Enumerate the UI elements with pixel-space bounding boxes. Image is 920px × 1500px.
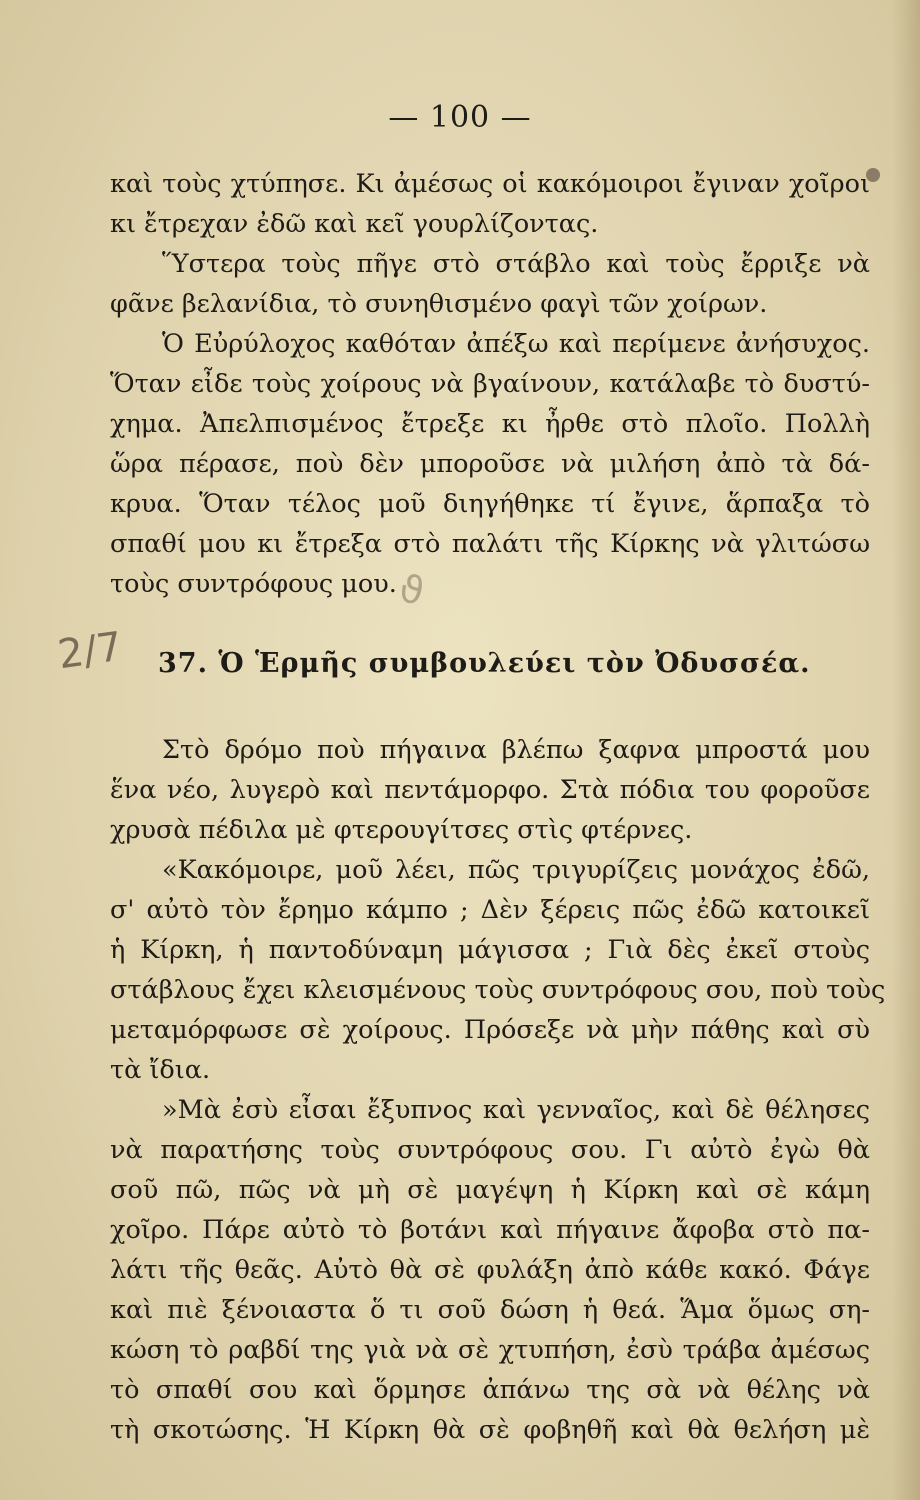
text-line: καὶ τοὺς χτύπησε. Κι ἀμέσως οἱ κακόμοιροι ἔγιναν χοῖροι	[110, 169, 870, 199]
text-line: κώση τὸ ραβδί της γιὰ νὰ σὲ χτυπήση, ἐσὺ τράβα ἀμέσως	[110, 1335, 870, 1365]
text-line: σοῦ πῶ, πῶς νὰ μὴ σὲ μαγέψη ἡ Κίρκη καὶ σὲ κάμη	[110, 1175, 870, 1205]
paragraph-1	[110, 164, 870, 604]
pencil-mark: ϑ	[395, 566, 428, 614]
text-line: κι ἔτρεχαν ἐδῶ καὶ κεῖ γουρλίζοντας.	[110, 209, 599, 239]
text-line: «Κακόμοιρε, μοῦ λέει, πῶς τριγυρίζεις μονάχος ἐδῶ,	[162, 855, 870, 885]
text-line: σ' αὐτὸ τὸν ἔρημο κάμπο ; Δὲν ξέρεις πῶς ἐδῶ κατοικεῖ	[110, 895, 870, 925]
text-line: νὰ παρατήσης τοὺς συντρόφους σου. Γι αὐτὸ ἐγὼ θὰ	[110, 1135, 870, 1165]
text-line: τὰ ἴδια.	[110, 1055, 211, 1085]
text-line: τὴ σκοτώσης. Ἡ Κίρκη θὰ σὲ φοβηθῆ καὶ θὰ θελήση μὲ	[110, 1415, 870, 1445]
text-line: τὸ σπαθί σου καὶ ὅρμησε ἀπάνω της σὰ νὰ θέλης νὰ	[110, 1375, 870, 1405]
paragraph-2	[110, 730, 886, 1450]
page-edge-shadow	[892, 0, 920, 1500]
text-line: μεταμόρφωσε σὲ χοίρους. Πρόσεξε νὰ μὴν πάθης καὶ σὺ	[110, 1015, 870, 1045]
text-line: »Μὰ ἐσὺ εἶσαι ἔξυπνος καὶ γενναῖος, καὶ δὲ θέλησες	[162, 1095, 870, 1125]
text-line: Στὸ δρόμο ποὺ πήγαινα βλέπω ξαφνα μπροστά μου	[162, 735, 870, 765]
text-line: κρυα. Ὅταν τέλος μοῦ διηγήθηκε τί ἔγινε, ἅρπαξα τὸ	[110, 489, 870, 519]
text-line: ἕνα νέο, λυγερὸ καὶ πεντάμορφο. Στὰ πόδια του φοροῦσε	[110, 775, 870, 805]
text-line: τοὺς συντρόφους μου.	[110, 569, 397, 599]
text-line: καὶ πιὲ ξένοιαστα ὅ τι σοῦ δώση ἡ θεά. Ἅμα ὅμως ση-	[110, 1295, 870, 1325]
text-line: ἡ Κίρκη, ἡ παντοδύναμη μάγισσα ; Γιὰ δὲς ἐκεῖ στοὺς	[110, 935, 870, 965]
text-line: Ὕστερα τοὺς πῆγε στὸ στάβλο καὶ τοὺς ἔρριξε νὰ	[162, 249, 870, 279]
text-line: σπαθί μου κι ἔτρεξα στὸ παλάτι τῆς Κίρκης νὰ γλιτώσω	[110, 529, 870, 559]
margin-note: 2/7	[55, 623, 126, 679]
text-line: ὥρα πέρασε, ποὺ δὲν μποροῦσε νὰ μιλήση ἀπὸ τὰ δά-	[110, 449, 870, 479]
text-line: χημα. Ἀπελπισμένος ἔτρεξε κι ἦρθε στὸ πλοῖο. Πολλὴ	[110, 409, 870, 439]
page-number: — 100 —	[388, 100, 532, 135]
section-heading: 37. Ὁ Ἑρμῆς συμβουλεύει τὸν Ὀδυσσέα.	[158, 648, 811, 679]
text-line: Ὅταν εἶδε τοὺς χοίρους νὰ βγαίνουν, κατάλαβε τὸ δυστύ-	[110, 369, 870, 399]
text-line: στάβλους ἔχει κλεισμένους τοὺς συντρόφους σου, ποὺ τοὺς	[110, 975, 886, 1005]
text-line: χρυσὰ πέδιλα μὲ φτερουγίτσες στὶς φτέρνες.	[110, 815, 693, 845]
text-line: λάτι τῆς θεᾶς. Αὐτὸ θὰ σὲ φυλάξη ἀπὸ κάθε κακό. Φάγε	[110, 1255, 870, 1285]
text-line: Ὁ Εὐρύλοχος καθόταν ἀπέξω καὶ περίμενε ἀνήσυχος.	[162, 329, 870, 359]
text-line: φᾶνε βελανίδια, τὸ συνηθισμένο φαγὶ τῶν χοίρων.	[110, 289, 768, 319]
text-line: χοῖρο. Πάρε αὐτὸ τὸ βοτάνι καὶ πήγαινε ἄφοβα στὸ πα-	[110, 1215, 870, 1245]
